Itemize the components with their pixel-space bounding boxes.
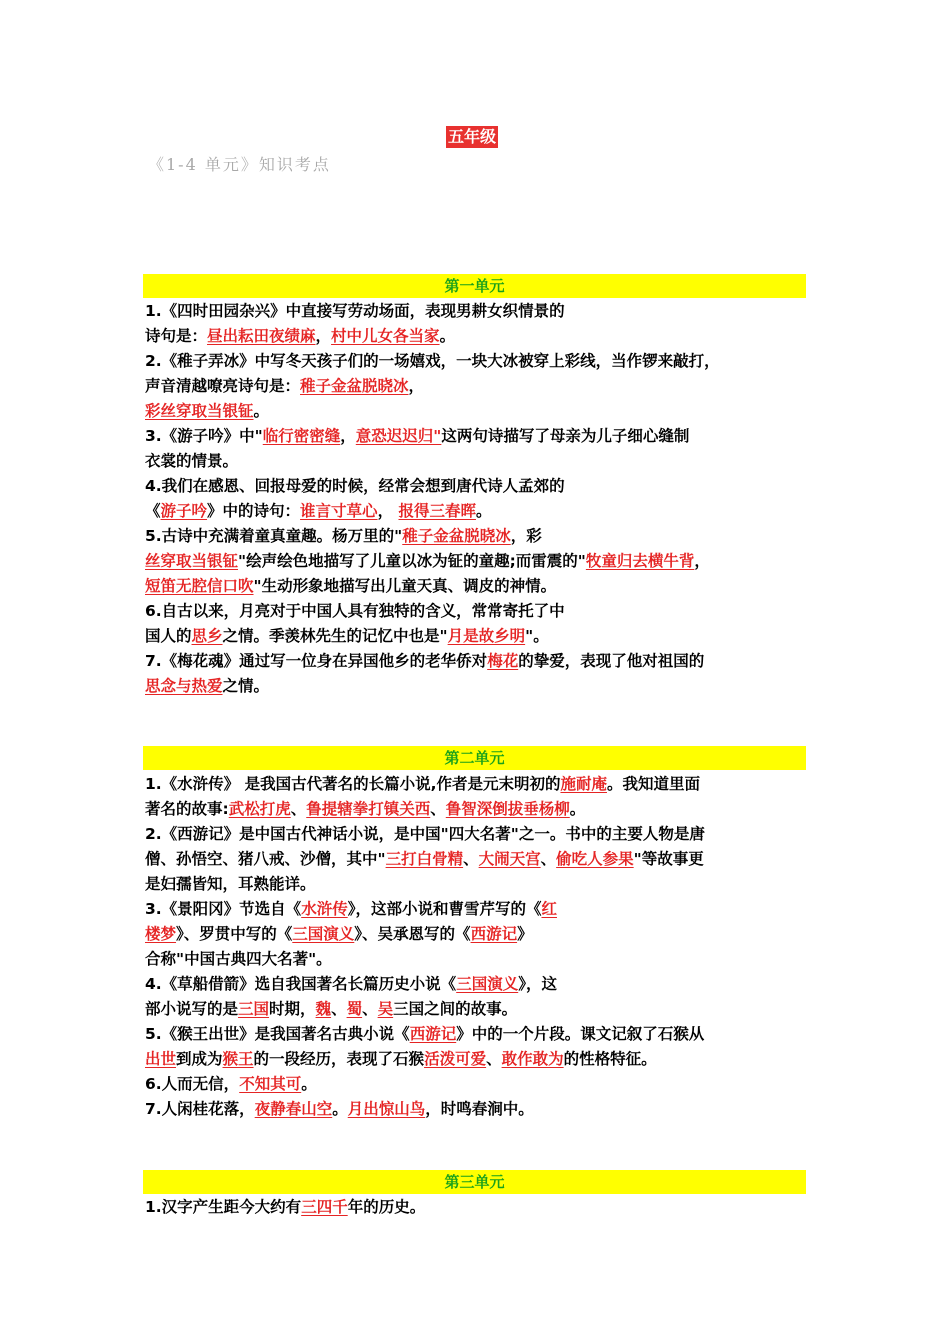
text-segment: 4.《草船借箭》选自我国著名长篇历史小说《 [145,975,457,993]
answer-highlight: 三国演义 [292,925,355,943]
answer-highlight: 武松打虎 [228,800,291,818]
text-segment: 年的历史。 [347,1198,426,1216]
text-segment: 2.《西游记》是中国古代神话小说，是中国"四大名著"之一。书中的主要人物是唐 [145,825,705,843]
text-segment: 1.《四时田园杂兴》中直接写劳动场面，表现男耕女织情景的 [145,302,565,320]
answer-highlight: 临行密密缝 [262,427,341,445]
text-segment: 、 [463,850,479,868]
answer-highlight: 鲁智深倒拔垂杨柳 [445,800,570,818]
answer-highlight: 楼梦 [145,925,177,943]
knowledge-line [145,1195,835,1220]
answer-highlight: 夜静春山空 [254,1100,333,1118]
grade-title: 五年级 [448,127,497,146]
unit-2-heading: 第二单元 [143,746,806,770]
text-segment: 3.《游子吟》中" [145,427,263,445]
text-segment: 1.汉字产生距今大约有 [145,1198,302,1216]
knowledge-line [145,499,835,524]
text-segment: 、 [331,1000,347,1018]
text-segment: ， [340,427,356,445]
knowledge-line [145,424,835,449]
text-segment: ， [408,377,425,395]
text-segment: 3.《景阳冈》节选自《 [145,900,302,918]
text-segment: "。 [525,627,549,645]
text-segment: 。 [332,1100,348,1118]
answer-highlight: 不知其可 [239,1075,302,1093]
answer-highlight: 水浒传 [301,900,348,918]
text-segment: 》 [517,925,533,943]
text-segment: 、 [540,850,557,868]
text-segment: 之情。季羡林先生的记忆中也是" [222,627,448,645]
knowledge-line [145,474,835,499]
answer-highlight: 吴 [377,1000,394,1018]
answer-highlight: 三打白骨精 [385,850,464,868]
answer-highlight: 西游记 [409,1025,457,1043]
text-segment: 7.《梅花魂》通过写一位身在异国他乡的老华侨对 [145,652,488,670]
knowledge-line [145,349,835,374]
answer-highlight: 西游记 [470,925,518,943]
text-segment: 4.我们在感恩、回报母爱的时候，经常会想到唐代诗人孟郊的 [145,477,565,495]
answer-highlight: 短笛无腔信口吹 [145,577,254,595]
knowledge-line [145,399,835,424]
answer-highlight: 大闹天宫 [478,850,541,868]
answer-highlight: 三四千 [301,1198,348,1216]
text-segment: 。 [439,327,456,345]
text-segment: 的一段经历，表现了石猴 [253,1050,425,1068]
knowledge-line [145,449,835,474]
text-segment: 之情。 [222,677,270,695]
document-subtitle: 《1-4 单元》知识考点 [148,155,331,174]
knowledge-line [145,1097,835,1122]
answer-highlight: 月出惊山鸟 [347,1100,426,1118]
text-segment: 、 [290,800,307,818]
knowledge-line [145,947,835,972]
text-segment: 2.《稚子弄冰》中写冬天孩子们的一场嬉戏，一块大冰被穿上彩线，当作锣来敲打， [145,352,720,370]
knowledge-line [145,922,835,947]
answer-highlight: 昼出耘田夜绩麻 [207,327,316,345]
text-segment: 诗句是： [145,327,208,345]
answer-highlight: 蜀 [346,1000,363,1018]
text-segment: 到成为 [176,1050,223,1068]
knowledge-line [145,997,835,1022]
text-segment: 著名的故事: [145,800,229,818]
answer-highlight: 出世 [145,1050,177,1068]
answer-highlight: 活泼可爱 [424,1050,487,1068]
text-segment: 》，这部小说和曹雪芹写的《 [347,900,542,918]
answer-highlight: 梅花 [487,652,519,670]
text-segment: ，彩 [510,527,542,545]
text-segment: 》中的诗句： [207,502,301,520]
knowledge-line [145,772,835,797]
knowledge-line [145,797,835,822]
answer-highlight: 稚子金盆脱晓冰 [402,527,511,545]
text-segment: 7.人闲桂花落， [145,1100,255,1118]
unit-2-entries [145,772,835,1122]
text-segment: 5.古诗中充满着童真童趣。杨万里的" [145,527,403,545]
text-segment: 》中的一个片段。课文记叙了石猴从 [456,1025,705,1043]
knowledge-line [145,897,835,922]
text-segment: 这两句诗描写了母亲为儿子细心缝制 [441,427,690,445]
text-segment: 合称"中国古典四大名著"。 [145,950,332,968]
text-segment: 1.《水浒传》 是我国古代著名的长篇小说,作者是元末明初的 [145,775,561,793]
answer-highlight: 丝穿取当银钲 [145,552,239,570]
text-segment: ， [315,327,332,345]
text-segment: 》、罗贯中写的《 [176,925,293,943]
knowledge-line [145,549,835,574]
knowledge-line [145,574,835,599]
text-segment: 的挚爱，表现了他对祖国的 [518,652,705,670]
text-segment: "生动形象地描写出儿童天真、调皮的神情。 [253,577,557,595]
text-segment: 》、吴承恩写的《 [354,925,471,943]
unit-1-heading: 第一单元 [143,274,806,298]
answer-highlight: 彩丝穿取当银钲 [145,402,254,420]
answer-highlight: 思乡 [191,627,223,645]
answer-highlight: 施耐庵 [560,775,607,793]
text-segment: 《 [145,502,161,520]
answer-highlight: 游子吟 [160,502,208,520]
text-segment: 。我知道里面 [606,775,700,793]
text-segment: 、 [430,800,446,818]
answer-highlight: 红 [541,900,557,918]
answer-highlight: 敢作敢为 [501,1050,564,1068]
answer-highlight: 谁言寸草心 [300,502,378,520]
text-segment: 》，这 [518,975,557,993]
text-segment: 国人的 [145,627,192,645]
text-segment: 。 [301,1075,317,1093]
text-segment: 是妇孺皆知，耳熟能详。 [145,875,316,893]
answer-highlight: 牧童归去横牛背 [585,552,695,570]
text-segment: 衣裳的情景。 [145,452,239,470]
knowledge-line [145,822,835,847]
knowledge-line [145,524,835,549]
answer-highlight: 猴王 [222,1050,254,1068]
unit-1-entries [145,299,835,699]
text-segment: 5.《猴王出世》是我国著名古典小说《 [145,1025,410,1043]
knowledge-line [145,972,835,997]
knowledge-line [145,1047,835,1072]
answer-highlight: 三国 [238,1000,270,1018]
text-segment: 、 [362,1000,378,1018]
knowledge-line [145,674,835,699]
text-segment: 声音清越嘹亮诗句是： [145,377,301,395]
answer-highlight: 村中儿女各当家 [331,327,440,345]
answer-highlight: 鲁提辖拳打镇关西 [306,800,431,818]
text-segment: 6.人而无信， [145,1075,240,1093]
knowledge-line [145,847,835,872]
text-segment: 。 [569,800,586,818]
text-segment: 。 [475,502,492,520]
answer-highlight: 思念与热爱 [145,677,223,695]
text-segment: 部小说写的是 [145,1000,239,1018]
text-segment: 6.自古以来，月亮对于中国人具有独特的含义，常常寄托了中 [145,602,565,620]
knowledge-line [145,624,835,649]
answer-highlight: 魏 [315,1000,332,1018]
text-segment: "等故事更 [633,850,704,868]
knowledge-line [145,1072,835,1097]
text-segment: ，时鸣春涧中。 [425,1100,534,1118]
text-segment: ， [377,502,399,520]
knowledge-line [145,324,835,349]
text-segment: 的性格特征。 [563,1050,657,1068]
text-segment: 三国之间的故事。 [393,1000,518,1018]
knowledge-line [145,299,835,324]
text-segment: 时期， [269,1000,316,1018]
unit-3-entries [145,1195,835,1220]
text-segment: 。 [253,402,270,420]
unit-3-heading: 第三单元 [143,1170,806,1194]
knowledge-line [145,872,835,897]
answer-highlight: 月是故乡明 [447,627,526,645]
text-segment: "绘声绘色地描写了儿童以冰为钲的童趣;而雷震的" [238,552,586,570]
answer-highlight: 意恐迟迟归" [355,427,442,445]
answer-highlight: 报得三春晖 [398,502,476,520]
answer-highlight: 三国演义 [456,975,519,993]
answer-highlight: 偷吃人参果 [556,850,634,868]
text-segment: 、 [486,1050,502,1068]
text-segment: ， [694,552,710,570]
answer-highlight: 稚子金盆脱晓冰 [300,377,409,395]
knowledge-line [145,649,835,674]
knowledge-line [145,599,835,624]
knowledge-line [145,1022,835,1047]
knowledge-line [145,374,835,399]
text-segment: 僧、孙悟空、猪八戒、沙僧，其中" [145,850,386,868]
